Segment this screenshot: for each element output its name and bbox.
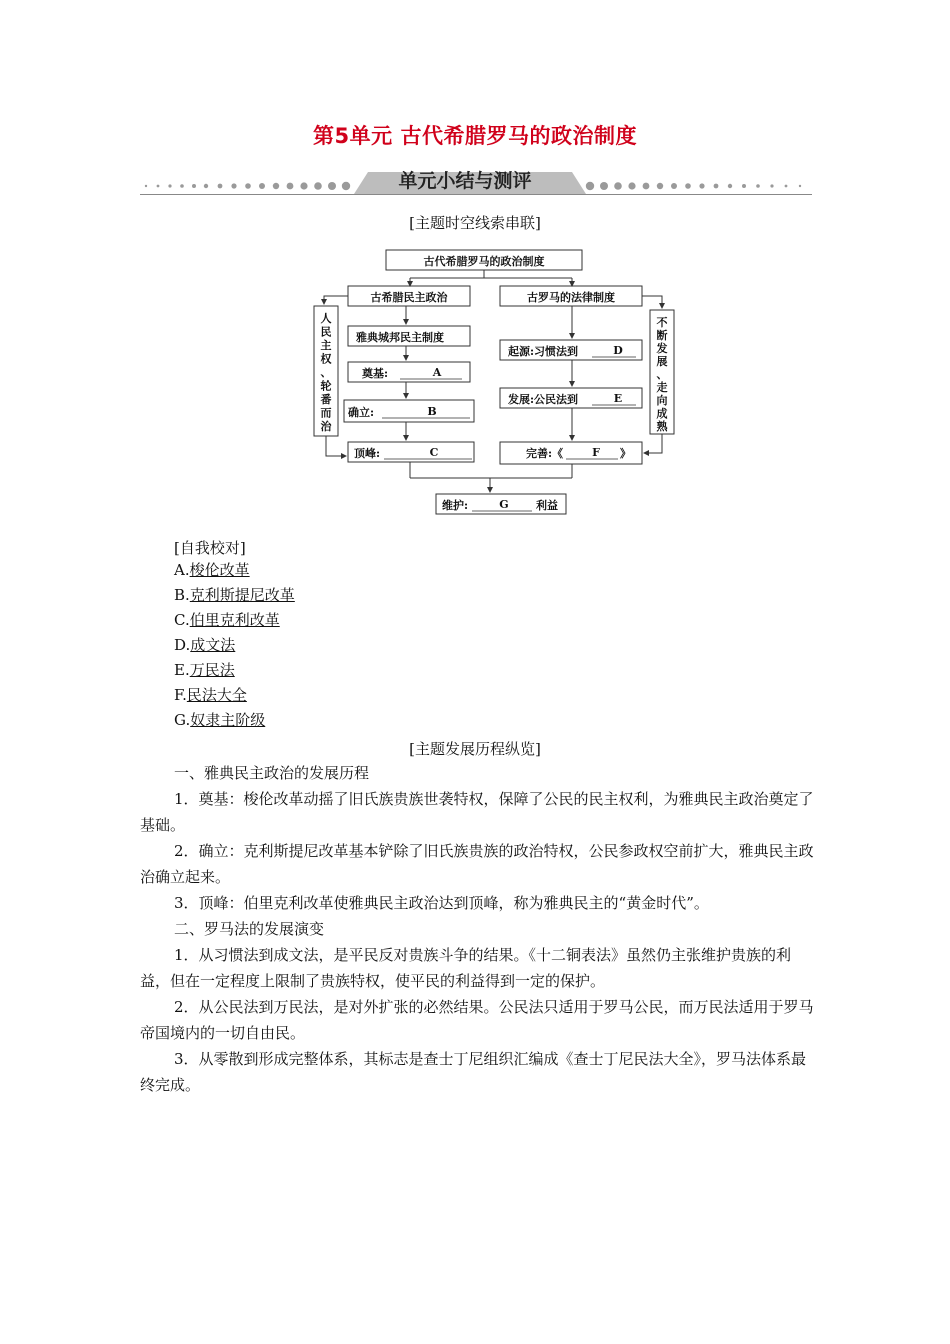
answer-value: 梭伦改革: [189, 561, 250, 579]
blank-letter: F: [592, 446, 600, 459]
blank-letter: C: [429, 446, 439, 459]
answer-item: [174, 583, 295, 608]
right-item-label: 发展:公民法到: [508, 393, 579, 406]
bottom-prefix: 维护:: [442, 499, 469, 512]
left-header-label: 古希腊民主政治: [370, 291, 448, 304]
side-char: 成: [656, 407, 668, 420]
paragraph: 3．从零散到形成完整体系，其标志是查士丁尼组织汇编成《查士丁尼民法大全》，罗马法体系最终完成。: [140, 1050, 807, 1094]
side-char: 向: [656, 394, 668, 407]
blank-letter: G: [499, 498, 509, 511]
side-char: 番: [320, 393, 332, 406]
content-body: [140, 760, 815, 1098]
paragraph: 3．顶峰：伯里克利改革使雅典民主政治达到顶峰，称为雅典民主的“黄金时代”。: [174, 894, 709, 912]
side-char: 治: [320, 420, 332, 433]
answer-item: [174, 683, 295, 708]
answer-item: [174, 608, 295, 633]
banner-title: 单元小结与测评: [398, 170, 532, 192]
paragraph: 2．从公民法到万民法，是对外扩张的必然结果。公民法只适用于罗马公民，而万民法适用于罗马帝国境内的一切自由民。: [140, 998, 814, 1042]
left-item-label: 顶峰:: [354, 447, 381, 460]
side-char: 断: [656, 329, 668, 342]
page-title: 第5单元 古代希腊罗马的政治制度: [313, 124, 637, 148]
self-check-label: [自我校对]: [174, 539, 246, 557]
root-label: 古代希腊罗马的政治制度: [423, 255, 545, 268]
answer-key: A.: [174, 561, 190, 579]
diagram-section-label: [主题时空线索串联]: [409, 214, 541, 232]
blank-letter: B: [427, 405, 437, 418]
paragraph: 2．确立：克利斯提尼改革基本铲除了旧氏族贵族的政治特权，公民参政权空前扩大，雅典民主政治确立起来。: [140, 842, 814, 886]
answer-item: [174, 658, 295, 683]
right-item-label: 完善:《: [526, 447, 564, 460]
blank-letter: A: [432, 366, 442, 379]
side-char: 不: [656, 316, 668, 329]
blank-letter: E: [613, 392, 623, 405]
answer-key: C.: [174, 611, 190, 629]
bottom-suffix: 利益: [536, 499, 558, 512]
answer-value: 奴隶主阶级: [190, 711, 266, 729]
side-char: 、: [320, 366, 332, 379]
left-item-label: 雅典城邦民主制度: [356, 331, 444, 344]
paragraph: 1．奠基：梭伦改革动摇了旧氏族贵族世袭特权，保障了公民的民主权利，为雅典民主政治奠定了基础。: [140, 790, 814, 834]
bottom-item: [442, 498, 558, 512]
answer-key: E.: [174, 661, 190, 679]
answer-key: G.: [174, 711, 191, 729]
answer-item: [174, 708, 295, 733]
side-char: 民: [320, 325, 332, 339]
side-char: 走: [656, 381, 668, 394]
right-header-label: 古罗马的法律制度: [527, 291, 615, 304]
left-item-label: 确立:: [348, 406, 375, 419]
answer-value: 伯里克利改革: [189, 611, 280, 629]
left-item-label: 奠基:: [362, 367, 389, 380]
right-side-label: [656, 315, 669, 433]
heading: 二、罗马法的发展演变: [174, 920, 325, 938]
heading: 一、雅典民主政治的发展历程: [174, 764, 370, 782]
answer-key: B.: [174, 586, 190, 604]
answer-list: [174, 558, 295, 733]
concept-diagram: [300, 244, 680, 520]
side-char: 轮: [320, 379, 332, 393]
left-side-label: [321, 312, 333, 433]
answer-value: 万民法: [189, 661, 235, 679]
answer-value: 克利斯提尼改革: [189, 586, 295, 604]
side-char: 发: [656, 342, 668, 355]
side-char: 而: [320, 406, 332, 420]
side-char: 展: [656, 355, 668, 368]
side-char: 熟: [656, 420, 668, 433]
side-char: 、: [656, 368, 668, 381]
answer-item: [174, 633, 295, 658]
right-item-suffix: 》: [620, 447, 631, 460]
blank-letter: D: [613, 344, 623, 357]
answer-item: [174, 558, 295, 583]
side-char: 人: [320, 312, 332, 325]
left-items: [348, 330, 472, 460]
answer-value: 成文法: [190, 636, 236, 654]
overview-section-label: [主题发展历程纵览]: [409, 740, 541, 758]
answer-key: F.: [174, 686, 187, 704]
side-char: 主: [320, 339, 332, 352]
answer-key: D.: [174, 636, 191, 654]
right-item-label: 起源:习惯法到: [508, 345, 579, 358]
side-char: 权: [320, 352, 332, 366]
paragraph: 1．从习惯法到成文法，是平民反对贵族斗争的结果。《十二铜表法》虽然仍主张维护贵族的利益，但在一定程度上限制了贵族特权，使平民的利益得到一定的保护。: [140, 946, 792, 990]
answer-value: 民法大全: [186, 686, 247, 704]
